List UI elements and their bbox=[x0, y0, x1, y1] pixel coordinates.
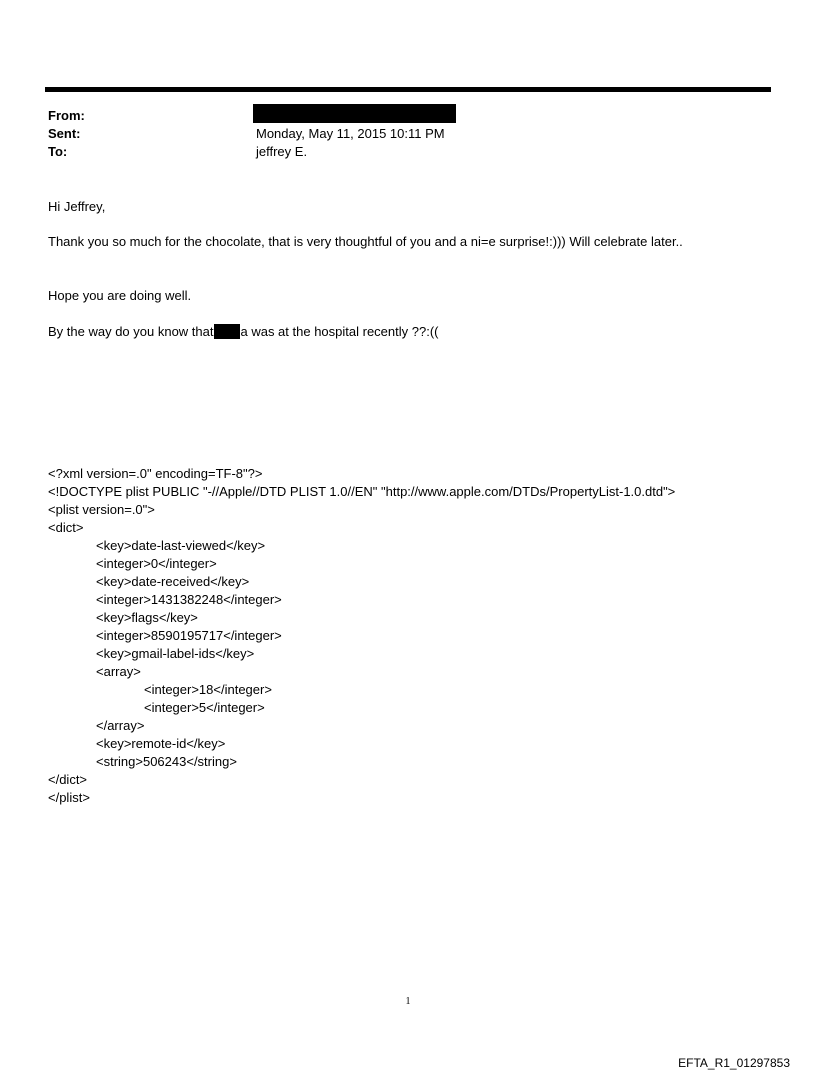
redaction-name bbox=[214, 324, 240, 339]
plist-line: <?xml version=.0" encoding=TF-8"?> bbox=[48, 466, 263, 481]
plist-line: <key>gmail-label-ids</key> bbox=[96, 646, 255, 661]
document-id: EFTA_R1_01297853 bbox=[678, 1056, 790, 1070]
from-label: From: bbox=[48, 108, 85, 123]
header-rule bbox=[45, 87, 771, 92]
to-label: To: bbox=[48, 144, 68, 159]
paragraph-hospital-after: a was at the hospital recently ??:(( bbox=[240, 324, 439, 339]
sent-label: Sent: bbox=[48, 126, 81, 141]
plist-line: </array> bbox=[96, 718, 145, 733]
plist-line: </plist> bbox=[48, 790, 90, 805]
paragraph-thanks: Thank you so much for the chocolate, that is very thoughtful of you and a ni=e surprise!:))) Will celebrate later.. bbox=[48, 234, 683, 249]
redaction-from bbox=[253, 104, 456, 123]
plist-line: <integer>5</integer> bbox=[144, 700, 265, 715]
sent-value: Monday, May 11, 2015 10:11 PM bbox=[256, 126, 445, 141]
greeting: Hi Jeffrey, bbox=[48, 199, 106, 214]
plist-line: <array> bbox=[96, 664, 141, 679]
plist-line: <string>506243</string> bbox=[96, 754, 237, 769]
plist-line: <key>date-received</key> bbox=[96, 574, 250, 589]
paragraph-hope: Hope you are doing well. bbox=[48, 288, 192, 303]
plist-line: </dict> bbox=[48, 772, 88, 787]
paragraph-hospital-before: By the way do you know that bbox=[48, 324, 214, 339]
plist-line: <key>remote-id</key> bbox=[96, 736, 226, 751]
plist-line: <integer>1431382248</integer> bbox=[96, 592, 282, 607]
plist-line: <integer>18</integer> bbox=[144, 682, 272, 697]
to-value: jeffrey E. bbox=[256, 144, 308, 159]
plist-line: <!DOCTYPE plist PUBLIC "-//Apple//DTD PLIST 1.0//EN" "http://www.apple.com/DTDs/PropertyList-1.0.dtd"> bbox=[48, 484, 676, 499]
page-number: 1 bbox=[405, 996, 411, 1007]
paragraph-hospital bbox=[48, 324, 438, 340]
plist-line: <dict> bbox=[48, 520, 84, 535]
plist-line: <key>date-last-viewed</key> bbox=[96, 538, 266, 553]
plist-line: <plist version=.0"> bbox=[48, 502, 155, 517]
plist-line: <key>flags</key> bbox=[96, 610, 198, 625]
plist-line: <integer>0</integer> bbox=[96, 556, 217, 571]
plist-line: <integer>8590195717</integer> bbox=[96, 628, 282, 643]
